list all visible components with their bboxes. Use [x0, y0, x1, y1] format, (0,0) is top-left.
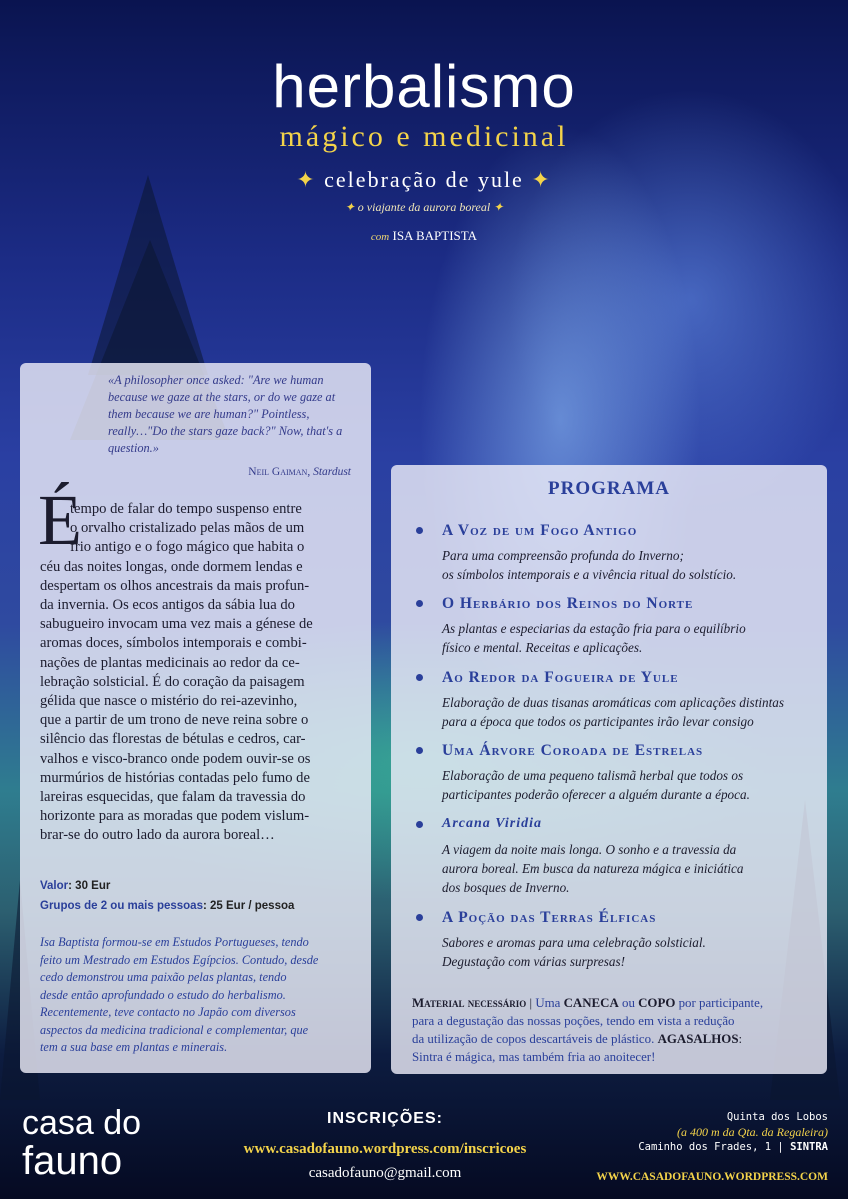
programa-item-desc	[442, 546, 822, 584]
intro-line: frio antigo e o fogo mágico que habita o	[70, 539, 305, 556]
host-name: ISA BAPTISTA	[392, 228, 478, 243]
price-group: Grupos de 2 ou mais pessoas: 25 Eur / pessoa	[40, 900, 295, 912]
price-single: Valor: 30 Eur	[40, 880, 111, 892]
desc-line: Elaboração de duas tisanas aromáticas com aplicações distintas	[442, 695, 784, 710]
intro-line: sabugueiro invocam uma vez mais a génese de	[40, 616, 313, 633]
desc-line: dos bosques de Inverno.	[442, 880, 570, 895]
programa-item-title: Ao Redor da Fogueira de Yule	[442, 669, 679, 686]
bio-line: Isa Baptista formou-se em Estudos Portugueses, tendo	[40, 935, 309, 949]
bio-line: Recentemente, teve contacto no Japão com diversos	[40, 1005, 296, 1019]
desc-line: As plantas e especiarias da estação fria para o equilíbrio	[442, 621, 746, 636]
programa-item-desc	[442, 693, 822, 731]
intro-line: nações de plantas medicinais ao redor da ce-	[40, 654, 300, 671]
diamond-icon: ✦	[531, 167, 552, 192]
diamond-icon: ✦	[344, 200, 355, 214]
desc-line: Sabores e aromas para uma celebração solsticial.	[442, 935, 706, 950]
page-subtitle: mágico e medicinal	[279, 120, 569, 153]
desc-line: Degustação com várias surpresas!	[442, 954, 626, 969]
programa-item-title: O Herbário dos Reinos do Norte	[442, 595, 694, 612]
desc-line: para a época que todos os participantes irão levar consigo	[442, 714, 754, 729]
intro-line: valhos e visco-branco onde podem ouvir-se os	[40, 750, 311, 767]
intro-line: murmúrios de histórias contadas pelo fumo de	[40, 769, 310, 786]
programa-item-title: Uma Árvore Coroada de Estrelas	[442, 742, 704, 759]
bio-line: aspectos da medicina tradicional e complementar, que	[40, 1022, 309, 1037]
logo-line: casa do	[22, 1104, 142, 1142]
material-item-agasalhos: AGASALHOS	[657, 1032, 739, 1046]
material-line: Sintra é mágica, mas também fria ao anoitecer!	[412, 1050, 656, 1064]
address-street: Caminho dos Frades, 1	[638, 1141, 772, 1153]
bullet-icon	[416, 600, 423, 607]
diamond-icon: ✦	[296, 167, 317, 192]
address-line: (a 400 m da Qta. da Regaleira)	[677, 1125, 828, 1139]
event-subtitle-text: o viajante da aurora boreal	[357, 200, 491, 214]
bullet-icon	[416, 821, 423, 828]
material-text: da utilização de copos descartáveis de plástico.	[412, 1032, 655, 1046]
group-price-label: Grupos de 2 ou mais pessoas	[40, 900, 203, 912]
bio-line: desde então aprofundado o estudo do herbalismo.	[40, 987, 286, 1002]
logo-line: fauno	[22, 1139, 123, 1183]
group-price-value: 25 Eur / pessoa	[210, 900, 295, 912]
programa-title: PROGRAMA	[548, 478, 670, 499]
email-link[interactable]: casadofauno@gmail.com	[308, 1165, 462, 1181]
address-city: SINTRA	[790, 1141, 828, 1153]
material-text: :	[738, 1032, 743, 1046]
programa-item-title: A Poção das Terras Élficas	[442, 909, 657, 926]
material-item-copo: COPO	[638, 996, 676, 1010]
intro-line: o orvalho cristalizado pelas mãos de um	[70, 520, 305, 537]
price-label: Valor	[40, 880, 69, 892]
intro-line: lebração solsticial. É do coração da paisagem	[40, 673, 305, 690]
address-line: Quinta dos Lobos	[726, 1111, 828, 1123]
intro-line: tempo de falar do tempo suspenso entre	[70, 501, 302, 517]
epigraph-author: Neil Gaiman	[248, 466, 308, 478]
desc-line: os símbolos intemporais e a vivência ritual do solstício.	[442, 567, 737, 582]
epigraph-quote: «A philosopher once asked: "Are we human because we gaze at the stars, or do we gaze at them because we are human?" Pointless, really…"Do the stars gaze back?" Now, that's a question.»	[108, 373, 343, 455]
bullet-icon	[416, 674, 423, 681]
website-link[interactable]: WWW.CASADOFAUNO.WORDPRESS.COM	[596, 1171, 828, 1183]
material-text: por participante,	[678, 996, 764, 1010]
price-value: 30 Eur	[75, 880, 111, 892]
bio-line: cedo demonstrou uma paixão pelas plantas, tendo	[40, 970, 287, 984]
desc-line: participantes poderão oferecer a alguém durante a época.	[442, 787, 750, 802]
epigraph-attribution: Neil Gaiman, Stardust	[248, 466, 351, 478]
programa-item-title: Arcana Viridia	[442, 816, 542, 831]
intro-line: lareiras esquecidas, que falam da travessia do	[40, 789, 306, 806]
material-text: Uma	[535, 996, 561, 1010]
material-item-caneca: CANECA	[563, 996, 619, 1010]
inscricoes-title: INSCRIÇÕES:	[327, 1110, 443, 1127]
intro-line: horizonte para as moradas que podem vislum-	[40, 808, 310, 825]
desc-line: físico e mental. Receitas e aplicações.	[442, 640, 643, 655]
material-text: ou	[622, 996, 635, 1010]
intro-line: brar-se do outro lado da aurora boreal…	[40, 827, 275, 844]
desc-line: aurora boreal. Em busca da natureza mágica e iniciática	[442, 861, 744, 876]
bullet-icon	[416, 527, 423, 534]
material-label: Material necessário	[412, 996, 527, 1010]
page-title: herbalismo	[272, 53, 576, 120]
intro-line: céu das noites longas, onde dormem lendas e	[40, 558, 303, 575]
intro-line: despertam os olhos ancestrais da mais profun-	[40, 577, 310, 594]
programa-item-title: A Voz de um Fogo Antigo	[442, 522, 638, 539]
bio-line: feito um Mestrado em Estudos Egípcios. Contudo, desde	[40, 952, 319, 967]
intro-line: silêncio das florestas de bétulas e cedros, car-	[40, 731, 306, 748]
programa-item-desc	[442, 766, 822, 804]
intro-line: da invernia. Os ecos antigos da sábia lua do	[40, 597, 295, 614]
programa-item-desc	[442, 933, 822, 971]
bullet-icon	[416, 747, 423, 754]
host-line	[0, 228, 848, 244]
drop-cap: É	[38, 480, 82, 560]
bio-line: tem a sua base em plantas e minerais.	[40, 1040, 228, 1054]
intro-text	[40, 500, 352, 846]
diamond-icon: ✦	[493, 200, 504, 214]
address-line	[638, 1140, 828, 1155]
material-line	[412, 1030, 808, 1048]
separator: |	[529, 996, 533, 1010]
event-subtitle	[0, 200, 848, 215]
desc-line: Para uma compreensão profunda do Inverno;	[442, 548, 684, 563]
bullet-icon	[416, 914, 423, 921]
intro-line: aromas doces, símbolos intemporais e combi-	[40, 635, 307, 652]
separator: |	[777, 1141, 784, 1153]
event-title	[0, 167, 848, 193]
material-line: para a degustação das nossas poções, tendo em vista a redução	[412, 1014, 735, 1028]
desc-line: A viagem da noite mais longa. O sonho e a travessia da	[442, 842, 737, 857]
programa-item-desc	[442, 840, 822, 897]
material-note	[412, 994, 808, 1066]
material-line	[412, 994, 808, 1012]
address	[638, 1110, 828, 1155]
inscricoes-link[interactable]: www.casadofauno.wordpress.com/inscricoes	[243, 1141, 527, 1157]
desc-line: Elaboração de uma pequeno talismã herbal que todos os	[442, 768, 744, 783]
intro-line: que a partir de um trono de neve reina sobre o	[40, 712, 309, 729]
epigraph-work: Stardust	[313, 466, 351, 478]
programa-item-desc	[442, 619, 822, 657]
pricing	[40, 876, 294, 916]
event-title-text: celebração de yule	[324, 167, 524, 192]
host-bio	[40, 934, 352, 1057]
intro-line: gélida que nasce o mistério do rei-azevinho,	[40, 693, 298, 710]
host-prefix: com	[370, 231, 390, 243]
